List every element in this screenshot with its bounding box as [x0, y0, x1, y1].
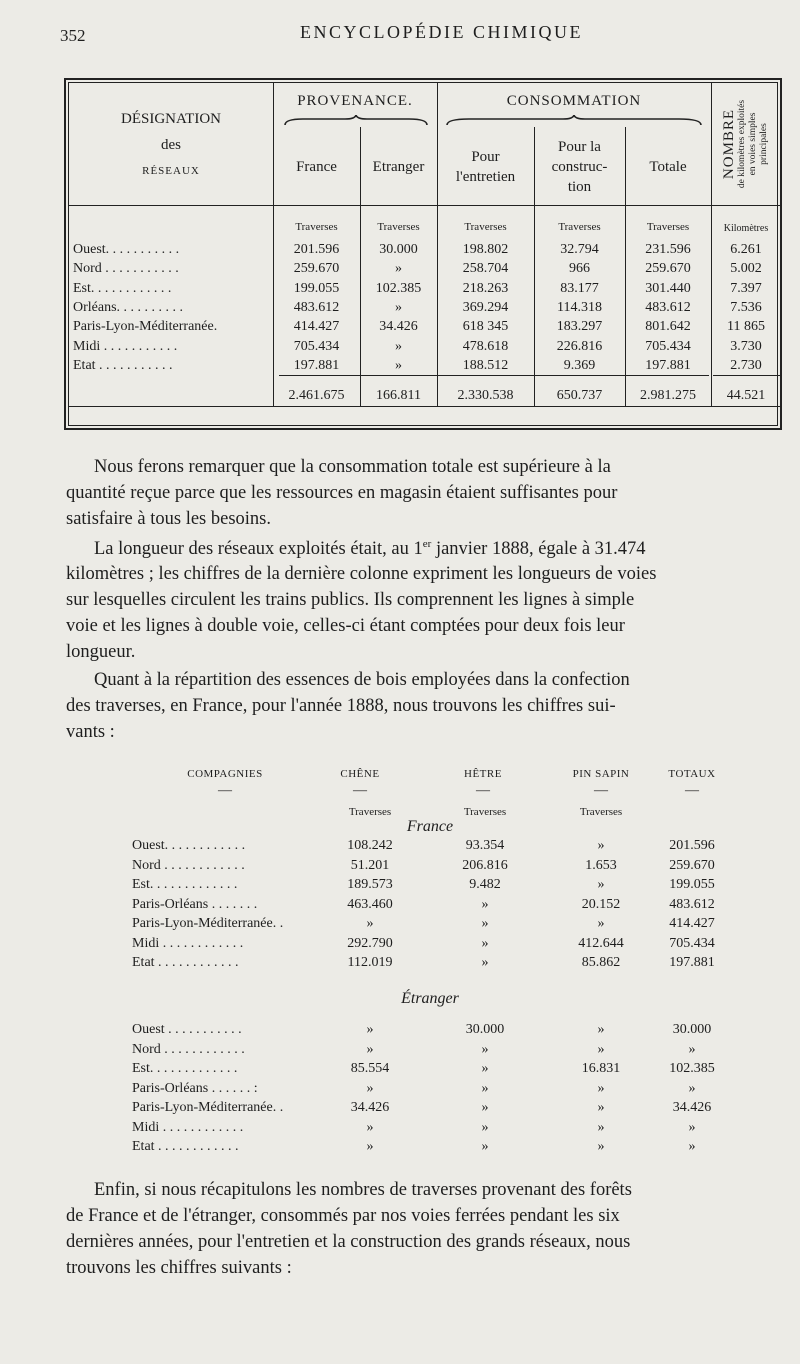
t2-dash-4: —	[594, 783, 608, 798]
list-item-hetre: »	[481, 935, 489, 951]
header-totale: Totale	[649, 159, 687, 175]
table-cell-km: 6.261	[730, 242, 762, 257]
list-item-total: 414.427	[669, 916, 715, 931]
table-cell-france: 201.596	[293, 242, 340, 257]
table-cell-etranger: 102.385	[375, 280, 422, 296]
list-item-total: 34.426	[672, 1100, 712, 1115]
list-item-label: Paris-Lyon-Méditerranée. .	[132, 1100, 284, 1115]
list-item-pin: 1.653	[585, 857, 617, 873]
list-item-chene: »	[366, 1022, 374, 1037]
table-cell-km: 7.536	[730, 299, 762, 315]
table-cell-km: 5.002	[730, 261, 762, 277]
unit-totale: Traverses	[646, 221, 690, 233]
t2-dash-1: —	[218, 783, 232, 798]
table-cell-totale: 801.642	[645, 319, 691, 335]
table-cell-france: 197.881	[293, 357, 340, 373]
list-item-chene: 85.554	[350, 1061, 390, 1076]
table-cell-construction: 83.177	[560, 280, 599, 296]
header-france: France	[296, 159, 337, 175]
list-item-label: Paris-Lyon-Méditerranée. .	[132, 916, 284, 931]
list-item-pin: »	[597, 838, 605, 853]
list-item-total: 30.000	[672, 1022, 712, 1037]
list-item-label: Etat . . . . . . . . . . . .	[132, 1139, 239, 1154]
table-cell-totale: 231.596	[645, 242, 691, 257]
header-provenance: PROVENANCE.	[297, 93, 413, 109]
t2-section-etranger: Étranger	[401, 990, 459, 1007]
list-item-chene: 189.573	[347, 877, 393, 892]
table-cell-construction: 114.318	[557, 299, 602, 315]
table-cell-france: 259.670	[293, 261, 340, 277]
table-cell-entretien: 258.704	[462, 261, 509, 277]
total-france: 2.461.675	[288, 388, 345, 403]
header-entretien-1: Pour	[471, 149, 500, 165]
list-item-total: 201.596	[669, 838, 715, 853]
unit-entretien: Traverses	[464, 221, 507, 233]
consommation-brace	[445, 115, 703, 127]
list-item-pin: 16.831	[581, 1061, 621, 1076]
list-item-hetre: »	[481, 1139, 489, 1154]
header-construction-1: Pour la	[558, 139, 601, 155]
total-entretien: 2.330.538	[457, 388, 514, 403]
list-item-hetre: »	[481, 1080, 489, 1096]
t2-dash-2: —	[353, 783, 367, 798]
p1-line-2: quantité reçue parce que les ressources en magasin étaient suffisantes pour	[66, 483, 618, 503]
list-item-chene: »	[366, 916, 374, 931]
header-reseaux: RÉSEAUX	[142, 165, 200, 177]
unit-france: Traverses	[295, 221, 338, 233]
table-row-label: Nord . . . . . . . . . . .	[73, 261, 179, 277]
total-totale: 2.981.275	[640, 388, 696, 403]
table-cell-france: 414.427	[293, 319, 340, 335]
table-cell-km: 3.730	[730, 338, 762, 354]
t2-section-france: France	[406, 818, 454, 835]
table-cell-etranger: »	[395, 338, 402, 354]
list-item-total: 197.881	[669, 955, 715, 970]
table-cell-etranger: »	[395, 299, 402, 315]
list-item-label: Nord . . . . . . . . . . . .	[132, 857, 245, 873]
list-item-hetre: »	[481, 955, 489, 970]
nombre-sub-3: principales	[759, 123, 769, 165]
list-item-pin: »	[597, 1119, 605, 1135]
running-header	[60, 20, 800, 50]
sleepers-consumption-table	[64, 78, 782, 430]
list-item-chene: »	[366, 1119, 374, 1135]
table-cell-construction: 966	[569, 261, 590, 277]
header-etranger: Etranger	[372, 159, 425, 175]
table-cell-entretien: 369.294	[462, 299, 509, 315]
list-item-chene: »	[366, 1041, 374, 1057]
list-item-hetre: 30.000	[465, 1022, 505, 1037]
list-item-total: 199.055	[669, 877, 715, 892]
list-item-pin: »	[597, 1139, 605, 1154]
page-number: 352	[60, 26, 86, 45]
p4-line-1: Enfin, si nous récapitulons les nombres de traverses provenant des forêts	[94, 1180, 632, 1200]
list-item-chene: 51.201	[350, 857, 390, 873]
t2-unit-pin: Traverses	[579, 806, 623, 818]
table-cell-construction: 32.794	[560, 242, 599, 257]
list-item-label: Nord . . . . . . . . . . . .	[132, 1041, 245, 1057]
t2-header-pin-sapin: PIN SAPIN	[572, 768, 630, 780]
unit-kilometres: Kilomètres	[723, 223, 769, 234]
list-item-chene: 292.790	[347, 935, 393, 951]
table-cell-totale: 259.670	[645, 261, 691, 277]
p2-line-5: longueur.	[66, 642, 136, 662]
t2-header-compagnies: COMPAGNIES	[187, 768, 263, 780]
list-item-hetre: »	[481, 916, 489, 931]
table-row-label: Est. . . . . . . . . . . .	[73, 280, 172, 296]
table-cell-construction: 183.297	[556, 319, 603, 335]
list-item-total: »	[688, 1119, 696, 1135]
header-designation: DÉSIGNATION	[121, 111, 221, 127]
nombre-sub-1: de kilomètres exploités	[737, 99, 747, 189]
table-cell-km: 2.730	[730, 357, 762, 373]
table-cell-france: 705.434	[293, 338, 340, 354]
list-item-label: Midi . . . . . . . . . . . .	[132, 935, 244, 951]
p3-line-2: des traverses, en France, pour l'année 1888, nous trouvons les chiffres sui-	[66, 696, 616, 716]
table-cell-etranger: 30.000	[379, 242, 418, 257]
list-item-chene: »	[366, 1139, 374, 1154]
p2-line-3: sur lesquelles circulent les trains publics. Ils comprennent les lignes à simple	[66, 590, 635, 610]
header-consommation: CONSOMMATION	[506, 93, 642, 109]
table-cell-totale: 705.434	[645, 338, 691, 354]
list-item-label: Paris-Orléans . . . . . . .	[132, 896, 258, 912]
list-item-hetre: »	[481, 1061, 489, 1076]
p3-line-1: Quant à la répartition des essences de bois employées dans la confection	[94, 670, 630, 690]
list-item-label: Paris-Orléans . . . . . . :	[132, 1080, 258, 1096]
table-cell-entretien: 198.802	[462, 242, 509, 257]
p2-line-2: kilomètres ; les chiffres de la dernière colonne expriment les longueurs de voies	[66, 564, 657, 584]
table-cell-construction: 9.369	[563, 357, 596, 373]
list-item-chene: 108.242	[347, 838, 393, 853]
list-item-pin: »	[597, 916, 605, 931]
t2-unit-chene: Traverses	[348, 806, 392, 818]
list-item-pin: »	[597, 1041, 605, 1057]
list-item-total: 259.670	[669, 857, 715, 873]
table-row-label: Orléans. . . . . . . . . .	[73, 299, 184, 315]
p4-line-4: trouvons les chiffres suivants :	[66, 1258, 292, 1278]
header-construction-2: construc-	[551, 159, 608, 175]
list-item-total: »	[688, 1080, 696, 1096]
table-cell-totale: 483.612	[645, 299, 691, 315]
total-construction: 650.737	[556, 388, 603, 403]
header-construction-3: tion	[567, 179, 592, 195]
t2-unit-hetre: Traverses	[463, 806, 507, 818]
list-item-label: Midi . . . . . . . . . . . .	[132, 1119, 244, 1135]
p3-line-3: vants :	[66, 722, 115, 742]
list-item-hetre: »	[481, 1041, 489, 1057]
list-item-pin: »	[597, 1022, 605, 1037]
header-entretien-2: l'entretien	[455, 169, 516, 185]
table-cell-construction: 226.816	[556, 338, 603, 354]
list-item-pin: »	[597, 877, 605, 892]
running-title: ENCYCLOPÉDIE CHIMIQUE	[300, 22, 583, 42]
list-item-chene: 463.460	[347, 896, 393, 912]
t2-dash-5: —	[685, 783, 699, 798]
t2-dash-3: —	[476, 783, 490, 798]
list-item-pin: 412.644	[578, 935, 624, 951]
unit-construction: Traverses	[558, 221, 601, 233]
provenance-brace	[283, 115, 429, 127]
table-row-label: Paris-Lyon-Méditerranée.	[73, 319, 218, 335]
list-item-hetre: 93.354	[465, 838, 505, 853]
table-cell-etranger: »	[395, 357, 402, 373]
table-cell-etranger: 34.426	[379, 319, 418, 335]
p4-line-3: dernières années, pour l'entretien et la construction des grands réseaux, nous	[66, 1232, 631, 1252]
list-item-pin: »	[597, 1080, 605, 1096]
table-cell-france: 199.055	[293, 280, 340, 296]
table-cell-entretien: 618 345	[462, 319, 509, 335]
list-item-total: »	[688, 1139, 696, 1154]
list-item-label: Est. . . . . . . . . . . . .	[132, 877, 238, 892]
list-item-total: 705.434	[669, 935, 715, 951]
list-item-label: Etat . . . . . . . . . . . .	[132, 955, 239, 970]
list-item-chene: »	[366, 1080, 374, 1096]
header-nombre	[711, 83, 781, 205]
list-item-label: Ouest . . . . . . . . . . .	[132, 1022, 242, 1037]
p4-line-2: de France et de l'étranger, consommés par nos voies ferrées pendant les six	[66, 1206, 620, 1226]
p2-line-4: voie et les lignes à double voie, celles-ci étant comptées pour deux fois leur	[66, 616, 625, 636]
list-item-total: »	[688, 1041, 696, 1057]
table-row-label: Ouest. . . . . . . . . . .	[73, 242, 180, 257]
p2-line-1: La longueur des réseaux exploités était, au 1er janvier 1888, égale à 31.474	[94, 538, 646, 560]
table-cell-km: 7.397	[730, 280, 762, 296]
t2-header-chene: CHÊNE	[340, 768, 380, 780]
table-cell-entretien: 218.263	[462, 280, 509, 296]
list-item-pin: 85.862	[581, 955, 621, 970]
nombre-title: NOMBRE	[721, 108, 737, 180]
list-item-chene: 34.426	[350, 1100, 390, 1115]
list-item-hetre: »	[481, 896, 489, 912]
total-etranger: 166.811	[376, 388, 421, 403]
nombre-sub-2: en voies simples	[748, 112, 758, 176]
list-item-hetre: »	[481, 1119, 489, 1135]
t2-header-hetre: HÊTRE	[464, 768, 502, 780]
list-item-hetre: »	[481, 1100, 489, 1115]
table-cell-etranger: »	[395, 261, 402, 277]
table-cell-km: 11 865	[727, 319, 765, 335]
list-item-chene: 112.019	[347, 955, 393, 970]
list-item-hetre: 9.482	[469, 877, 501, 892]
table-cell-france: 483.612	[293, 299, 340, 315]
total-km: 44.521	[726, 388, 766, 403]
unit-etranger: Traverses	[377, 221, 420, 233]
table-row-label: Etat . . . . . . . . . . .	[73, 357, 173, 373]
table-cell-totale: 301.440	[645, 280, 691, 296]
p1-line-1: Nous ferons remarquer que la consommation totale est supérieure à la	[94, 457, 611, 477]
list-item-pin: 20.152	[581, 896, 621, 912]
header-des: des	[161, 137, 181, 153]
p1-line-3: satisfaire à tous les besoins.	[66, 509, 271, 529]
table-inner-frame	[68, 82, 778, 426]
table-cell-entretien: 478.618	[462, 338, 509, 354]
t2-header-totaux: TOTAUX	[668, 768, 716, 780]
table-cell-entretien: 188.512	[462, 357, 509, 373]
list-item-total: 102.385	[669, 1061, 715, 1076]
list-item-pin: »	[597, 1100, 605, 1115]
list-item-label: Ouest. . . . . . . . . . . .	[132, 838, 246, 853]
table-row-label: Midi . . . . . . . . . . .	[73, 338, 178, 354]
list-item-total: 483.612	[669, 896, 715, 912]
list-item-label: Est. . . . . . . . . . . . .	[132, 1061, 238, 1076]
list-item-hetre: 206.816	[462, 857, 508, 873]
table-cell-totale: 197.881	[645, 357, 691, 373]
